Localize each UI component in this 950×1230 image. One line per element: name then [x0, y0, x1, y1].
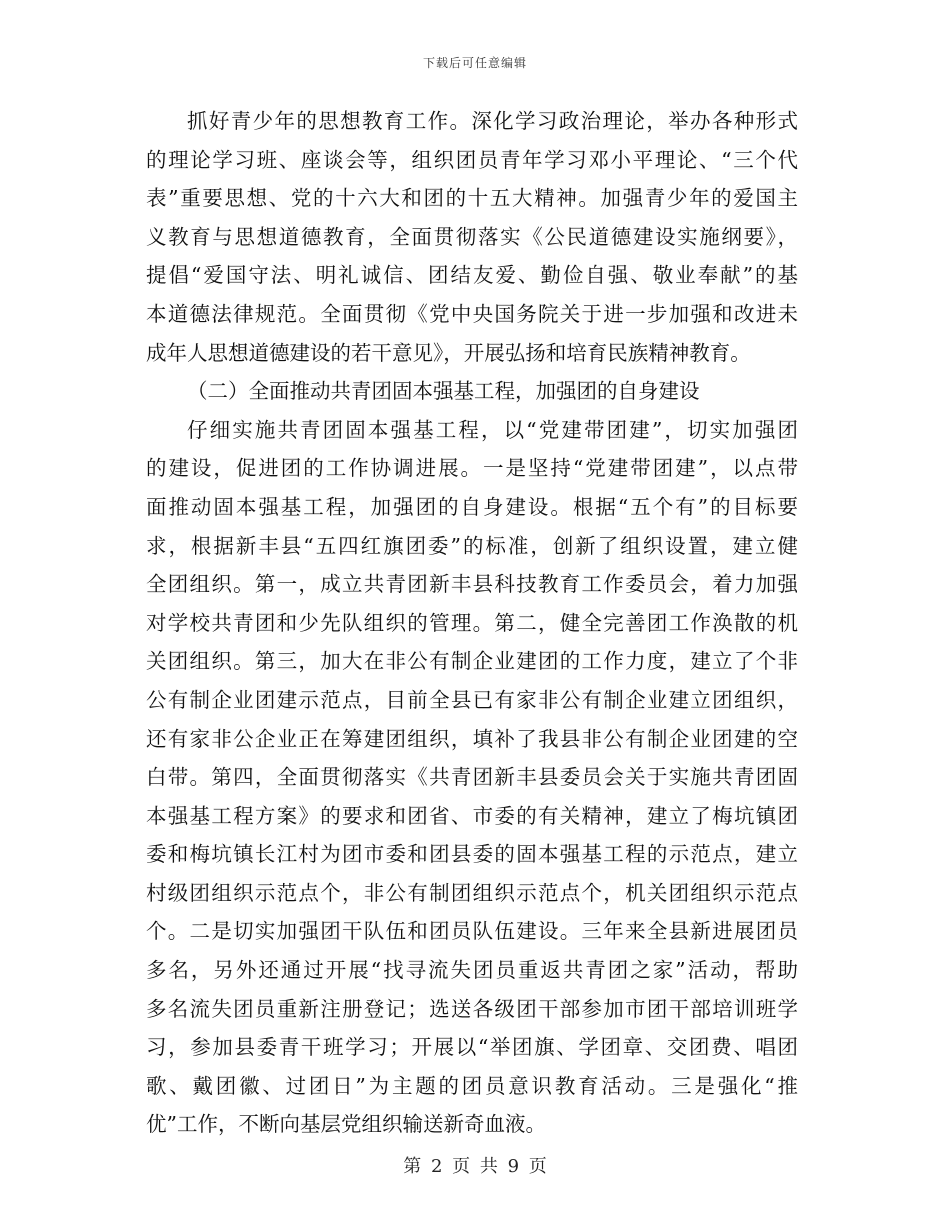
- section-heading: （二）全面推动共青团固本强基工程，加强团的自身建设: [187, 379, 700, 404]
- page-header-note: 下载后可任意编辑: [422, 56, 527, 70]
- body-line: 习，参加县委青干班学习；开展以“举团旗、学团章、交团费、唱团: [146, 1035, 798, 1060]
- body-line: 歌、戴团徽、过团日”为主题的团员意识教育活动。三是强化“推: [146, 1073, 798, 1098]
- body-line: 村级团组织示范点个，非公有制团组织示范点个，机关团组织示范点: [146, 880, 798, 905]
- body-line: 抓好青少年的思想教育工作。深化学习政治理论，举办各种形式: [187, 109, 798, 133]
- body-line: 成年人思想道德建设的若干意见》，开展弘扬和培育民族精神教育。: [146, 340, 751, 365]
- body-line: 本道德法律规范。全面贯彻《党中央国务院关于进一步加强和改进未: [146, 301, 798, 326]
- body-line: 求，根据新丰县“五四红旗团委”的标准，创新了组织设置，建立健: [146, 533, 798, 558]
- document-body: [146, 102, 798, 1144]
- body-line: 义教育与思想道德教育，全面贯彻落实《公民道德建设实施纲要》，: [146, 224, 798, 249]
- body-line: 多名流失团员重新注册登记；选送各级团干部参加市团干部培训班学: [146, 996, 798, 1021]
- body-line: 面推动固本强基工程，加强团的自身建设。根据“五个有”的目标要: [146, 494, 798, 519]
- body-line: 对学校共青团和少先队组织的管理。第二，健全完善团工作涣散的机: [146, 610, 798, 635]
- body-line: 还有家非公企业正在筹建团组织，填补了我县非公有制企业团建的空: [146, 726, 798, 751]
- body-line: 的理论学习班、座谈会等，组织团员青年学习邓小平理论、“三个代: [146, 147, 798, 172]
- body-line: 公有制企业团建示范点，目前全县已有家非公有制企业建立团组织，: [146, 687, 798, 712]
- body-line: 的建设，促进团的工作协调进展。一是坚持“党建带团建”，以点带: [146, 456, 798, 481]
- body-line: 表”重要思想、党的十六大和团的十五大精神。加强青少年的爱国主: [146, 186, 798, 211]
- body-line: 关团组织。第三，加大在非公有制企业建团的工作力度，建立了个非: [146, 649, 798, 674]
- body-line: 白带。第四，全面贯彻落实《共青团新丰县委员会关于实施共青团固: [146, 765, 798, 790]
- body-line: 优”工作，不断向基层党组织输送新奇血液。: [146, 1112, 546, 1137]
- body-line: 本强基工程方案》的要求和团省、市委的有关精神，建立了梅坑镇团: [146, 803, 798, 828]
- body-line: 仔细实施共青团固本强基工程，以“党建带团建”，切实加强团: [187, 417, 798, 442]
- page-number: 第 2 页 共 9 页: [403, 1156, 547, 1177]
- body-line: 个。二是切实加强团干队伍和团员队伍建设。三年来全县新进展团员: [146, 919, 798, 944]
- body-line: 多名，另外还通过开展“找寻流失团员重返共青团之家”活动，帮助: [146, 958, 798, 983]
- body-line: 提倡“爱国守法、明礼诚信、团结友爱、勤俭自强、敬业奉献”的基: [146, 263, 798, 288]
- body-line: 全团组织。第一，成立共青团新丰县科技教育工作委员会，着力加强: [146, 572, 798, 597]
- body-line: 委和梅坑镇长江村为团市委和团县委的固本强基工程的示范点，建立: [146, 842, 798, 867]
